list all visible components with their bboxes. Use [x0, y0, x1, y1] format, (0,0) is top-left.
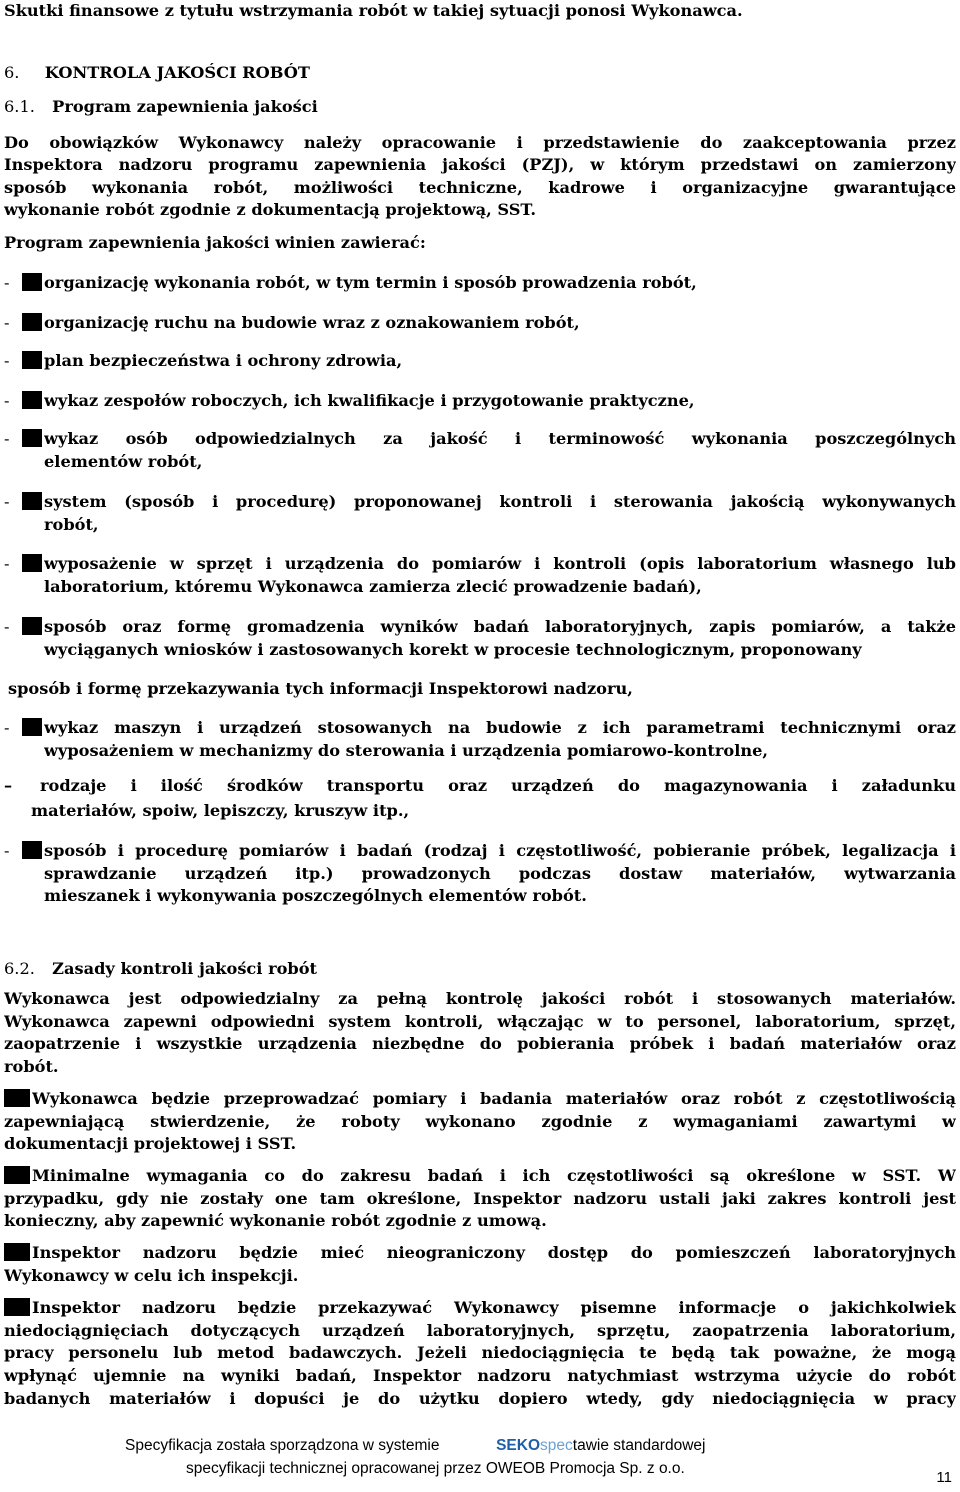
footer-text: tawie standardowej	[572, 1437, 706, 1454]
paragraph-line: Minimalne wymagania co do zakresu badań i ich częstotliwości są określone w SST. W	[32, 1166, 956, 1185]
bullet-dash: -	[4, 273, 10, 292]
bullet-dash: -	[4, 617, 10, 636]
paragraph-line: Wykonawca zapewni odpowiedni system kontroli, włączając w to personel, laboratorium, sprzęt,	[4, 1012, 956, 1031]
redaction-block	[22, 273, 42, 291]
redaction-block	[22, 718, 42, 736]
list-item: sposób oraz formę gromadzenia wyników badań laboratoryjnych, zapis pomiarów, a także	[44, 617, 956, 636]
redaction-block	[22, 554, 42, 572]
list-item-continued: elementów robót,	[44, 452, 203, 471]
list-item: system (sposób i procedurę) proponowanej kontroli i sterowania jakością wykonywanych	[44, 492, 956, 511]
redaction-block	[4, 1243, 30, 1261]
subsection-title: Zasady kontroli jakości robót	[52, 959, 317, 978]
list-item: sposób i procedurę pomiarów i badań (rodzaj i częstotliwość, pobieranie próbek, legalizacja i	[44, 841, 956, 860]
paragraph-line: pracy personelu lub metod badawczych. Jeżeli niedociągnięcia te będą tak poważne, że mogą	[4, 1343, 956, 1362]
paragraph-line: konieczny, aby zapewnić wykonanie robót zgodnie z umową.	[4, 1211, 547, 1230]
paragraph-line: Inspektor nadzoru będzie mieć nieograniczony dostęp do pomieszczeń laboratoryjnych	[32, 1243, 956, 1262]
list-item: organizację wykonania robót, w tym termin i sposób prowadzenia robót,	[44, 273, 697, 292]
list-item: wykaz maszyn i urządzeń stosowanych na budowie z ich parametrami technicznymi oraz	[44, 718, 956, 737]
subsection-title: Program zapewnienia jakości	[52, 97, 318, 116]
footer-line	[125, 1437, 705, 1455]
paragraph-line: przypadku, gdy nie zostały one tam określone, Inspektor nadzoru ustali jaki zakres kontroli jest	[4, 1189, 956, 1208]
page-number: 11	[936, 1469, 952, 1486]
list-item: plan bezpieczeństwa i ochrony zdrowia,	[44, 351, 403, 370]
paragraph-line: dokumentacji projektowej i SST.	[4, 1134, 297, 1153]
bullet-dash: –	[4, 776, 13, 795]
paragraph-line: Do obowiązków Wykonawcy należy opracowanie i przedstawienie do zaakceptowania przez	[4, 133, 956, 152]
paragraph-line: Skutki finansowe z tytułu wstrzymania robót w takiej sytuacji ponosi Wykonawca.	[4, 1, 743, 20]
paragraph-line: niedociągnięciach dotyczących urządzeń laboratoryjnych, sprzętu, zaopatrzenia laboratorium,	[4, 1321, 956, 1340]
redaction-block	[22, 617, 42, 635]
redaction-block	[4, 1166, 30, 1184]
section-number: 6.	[4, 63, 20, 82]
section-heading	[4, 62, 956, 84]
list-item: wykaz zespołów roboczych, ich kwalifikacje i przygotowanie praktyczne,	[44, 391, 695, 410]
bullet-dash: -	[4, 841, 10, 860]
paragraph-line: robót.	[4, 1057, 59, 1076]
paragraph-line: Inspektor nadzoru będzie przekazywać Wykonawcy pisemne informacje o jakichkolwiek	[32, 1298, 956, 1317]
paragraph-line: zapewniającą stwierdzenie, że roboty wykonano zgodnie z wymaganiami zawartymi w	[4, 1112, 956, 1131]
bullet-dash: -	[4, 718, 10, 737]
list-item-continued: laboratorium, któremu Wykonawca zamierza zlecić prowadzenie badań),	[44, 577, 702, 596]
footer-line: specyfikacji technicznej opracowanej przez OWEOB Promocja Sp. z o.o.	[186, 1460, 685, 1477]
subsection-number: 6.1.	[4, 97, 35, 116]
section-title: KONTROLA JAKOŚCI ROBÓT	[44, 63, 310, 82]
subsection-heading	[4, 958, 956, 980]
footer-text: Specyfikacja została sporządzona w systemie	[125, 1437, 440, 1454]
list-item-continued: wyposażeniem w mechanizmy do sterowania i urządzenia pomiarowo-kontrolne,	[44, 741, 769, 760]
bullet-dash: -	[4, 391, 10, 410]
bullet-dash: -	[4, 554, 10, 573]
redaction-block	[4, 1298, 30, 1316]
paragraph-line: wykonanie robót zgodnie z dokumentacją projektową, SST.	[4, 200, 537, 219]
redaction-block	[4, 1089, 30, 1107]
paragraph-line: wpłynąć ujemnie na wyniki badań, Inspektor nadzoru natychmiast wstrzyma użycie do robót	[4, 1366, 956, 1385]
redaction-block	[22, 391, 42, 409]
list-item: rodzaje i ilość środków transportu oraz urządzeń do magazynowania i załadunku	[40, 776, 956, 795]
paragraph-line: Wykonawca jest odpowiedzialny za pełną kontrolę jakości robót i stosowanych materiałów.	[4, 989, 956, 1008]
list-item-continued: materiałów, spoiw, lepiszczy, kruszyw itp.,	[31, 801, 410, 820]
bullet-dash: -	[4, 492, 10, 511]
spec-logo-text: spec	[540, 1437, 573, 1454]
list-item-continued: robót,	[44, 515, 99, 534]
paragraph-line: Wykonawca będzie przeprowadzać pomiary i badania materiałów oraz robót z częstotliwością	[32, 1089, 956, 1108]
paragraph-line: Wykonawcy w celu ich inspekcji.	[4, 1266, 299, 1285]
paragraph-line: sposób wykonania robót, możliwości techniczne, kadrowe i organizacyjne gwarantujące	[4, 178, 956, 197]
bullet-dash: -	[4, 351, 10, 370]
seko-logo-text: SEKO	[496, 1437, 541, 1454]
bullet-dash: -	[4, 429, 10, 448]
list-item-continued: sprawdzanie urządzeń itp.) prowadzonych podczas dostaw materiałów, wytwarzania	[44, 864, 956, 883]
paragraph-line: Program zapewnienia jakości winien zawierać:	[4, 233, 426, 252]
list-item: wyposażenie w sprzęt i urządzenia do pomiarów i kontroli (opis laboratorium własnego lub	[44, 554, 956, 573]
redaction-block	[22, 429, 42, 447]
redaction-block	[22, 492, 42, 510]
list-item-continued: mieszanek i wykonywania poszczególnych elementów robót.	[44, 886, 587, 905]
list-item-continued: wyciąganych wniosków i zastosowanych korekt w procesie technologicznym, proponowany	[44, 640, 862, 659]
paragraph-line: Inspektora nadzoru programu zapewnienia jakości (PZJ), w którym przedstawi on zamierzony	[4, 155, 956, 174]
list-item: wykaz osób odpowiedzialnych za jakość i terminowość wykonania poszczególnych	[44, 429, 956, 448]
list-item-continued: sposób i formę przekazywania tych informacji Inspektorowi nadzoru,	[8, 679, 633, 698]
bullet-dash: -	[4, 313, 10, 332]
redaction-block	[22, 313, 42, 331]
redaction-block	[22, 351, 42, 369]
list-item: organizację ruchu na budowie wraz z oznakowaniem robót,	[44, 313, 580, 332]
subsection-number: 6.2.	[4, 959, 35, 978]
paragraph-line: badanych materiałów i dopuści je do użytku dopiero wtedy, gdy niedociągnięcia w pracy	[4, 1389, 956, 1408]
subsection-heading	[4, 96, 956, 118]
paragraph-line: zaopatrzenie i wszystkie urządzenia niezbędne do pobierania próbek i badań materiałów oraz	[4, 1034, 956, 1053]
redaction-block	[22, 841, 42, 859]
